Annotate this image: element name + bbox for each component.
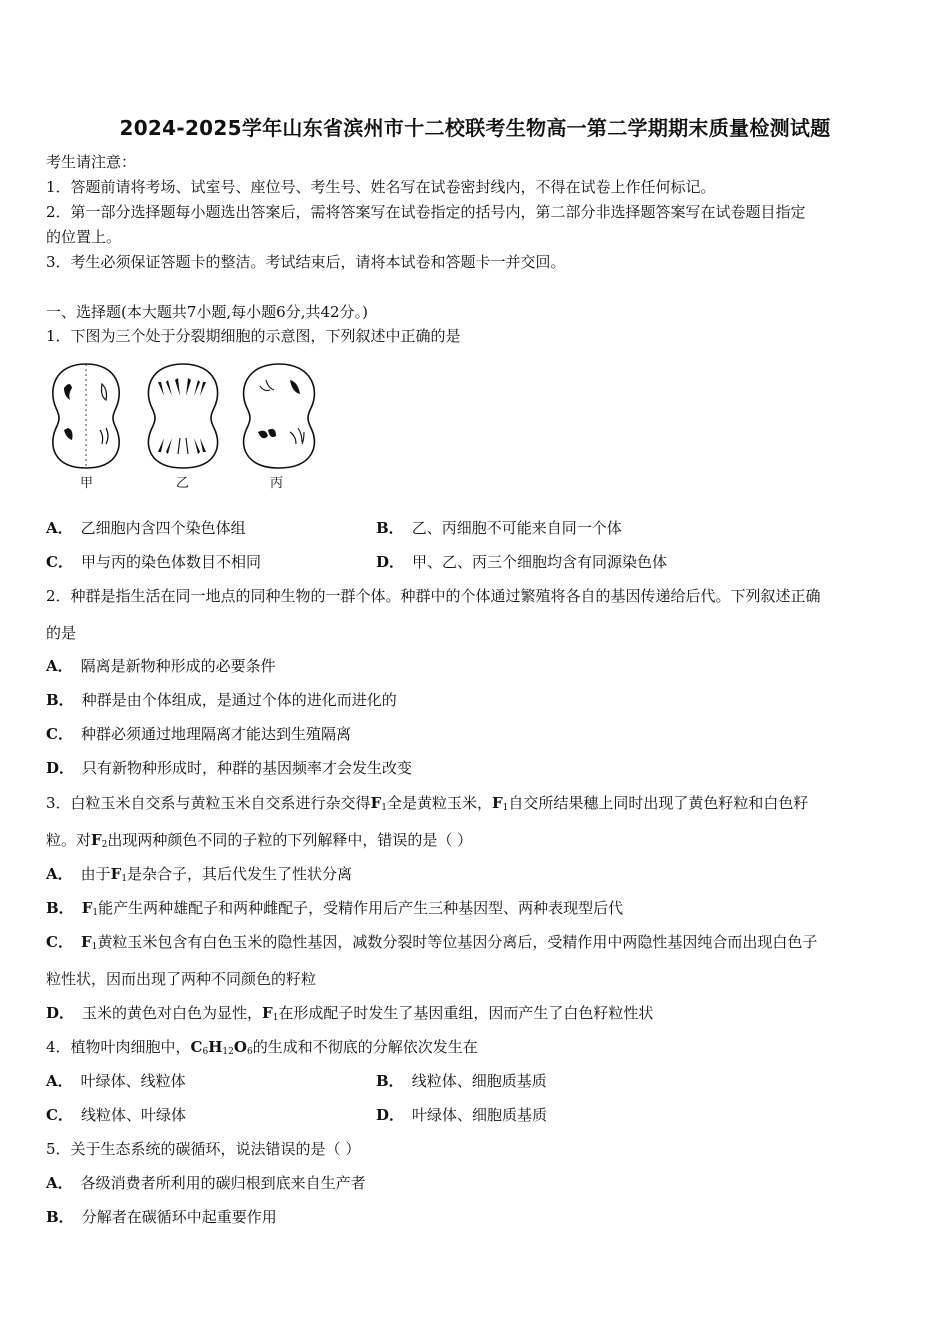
q5-option-b: B． 分解者在碳循环中起重要作用 [46,1208,277,1226]
q1-option-a: A． 乙细胞内含四个染色体组 [46,519,246,537]
q1-option-b: B． 乙、丙细胞不可能来自同一个体 [376,519,622,537]
question-5-stem: 5．关于生态系统的碳循环，说法错误的是（ ） [46,1140,361,1158]
question-2-stem-cont: 的是 [46,624,77,642]
q3-option-d: D． 玉米的黄色对白色为显性，$F_1$在形成配子时发生了基因重组，因而产生了白色籽粒性状 [46,1004,654,1023]
q3-option-b: B． $F_1$能产生两种雄配子和两种雌配子，受精作用后产生三种基因型、两种表现型后代 [46,899,624,918]
notice-item: 1．答题前请将考场、试室号、座位号、考生号、姓名写在试卷密封线内，不得在试卷上作任何标记。 [46,178,716,196]
question-2-stem: 2．种群是指生活在同一地点的同种生物的一群个体。种群中的个体通过繁殖将各自的基因传递给后代。下列叙述正确 [46,587,821,605]
question-3-stem: 3．白粒玉米自交系与黄粒玉米自交系进行杂交得$F_1$全是黄粒玉米，$F_1$自交所结果穗上同时出现了黄色籽粒和白色籽 [46,794,809,813]
q4-option-b: B． 线粒体、细胞质基质 [376,1072,547,1090]
q5-option-a: A． 各级消费者所利用的碳归根到底来自生产者 [46,1174,366,1192]
question-4-stem: 4．植物叶肉细胞中，$C_6H_{12}O_6$的生成和不彻底的分解依次发生在 [46,1038,478,1057]
q4-option-c: C． 线粒体、叶绿体 [46,1106,186,1124]
q1-option-d: D． 甲、乙、丙三个细胞均含有同源染色体 [376,553,668,571]
figure-label-jia: 甲 [80,476,94,491]
section-heading: 一、选择题(本大题共7小题,每小题6分,共42分。) [46,303,368,321]
page-title: 2024-2025学年山东省滨州市十二校联考生物高一第二学期期末质量检测试题 [119,116,831,140]
q2-option-a: A． 隔离是新物种形成的必要条件 [46,657,276,675]
q1-option-c: C． 甲与丙的染色体数目不相同 [46,553,261,571]
notice-item: 的位置上。 [46,228,122,246]
cell-division-figure [46,360,326,499]
question-1-stem: 1．下图为三个处于分裂期细胞的示意图，下列叙述中正确的是 [46,327,461,345]
q2-option-b: B． 种群是由个体组成，是通过个体的进化而进化的 [46,691,397,709]
q2-option-c: C． 种群必须通过地理隔离才能达到生殖隔离 [46,725,351,743]
cell-bing-outline [244,364,315,468]
figure-label-bing: 丙 [270,476,284,491]
q3-option-c-cont: 粒性状，因而出现了两种不同颜色的籽粒 [46,970,317,988]
notice-item: 2．第一部分选择题每小题选出答案后，需将答案写在试卷指定的括号内，第二部分非选择题答案写在试卷题目指定 [46,203,806,221]
q3-option-c: C． $F_1$黄粒玉米包含有白色玉米的隐性基因，减数分裂时等位基因分离后，受精作用中两隐性基因纯合而出现白色子 [46,933,818,952]
q2-option-d: D． 只有新物种形成时，种群的基因频率才会发生改变 [46,759,413,777]
cell-yi-outline [148,364,217,468]
question-3-stem-cont: 粒。对$F_2$出现两种颜色不同的子粒的下列解释中，错误的是（ ） [46,831,473,850]
q4-option-a: A． 叶绿体、线粒体 [46,1072,186,1090]
q4-option-d: D． 叶绿体、细胞质基质 [376,1106,548,1124]
notice-item: 3．考生必须保证答题卡的整洁。考试结束后，请将本试卷和答题卡一并交回。 [46,253,566,271]
notice-heading: 考生请注意： [46,153,137,171]
q3-option-a: A． 由于$F_1$是杂合子，其后代发生了性状分离 [46,865,353,884]
figure-label-yi: 乙 [176,476,190,491]
